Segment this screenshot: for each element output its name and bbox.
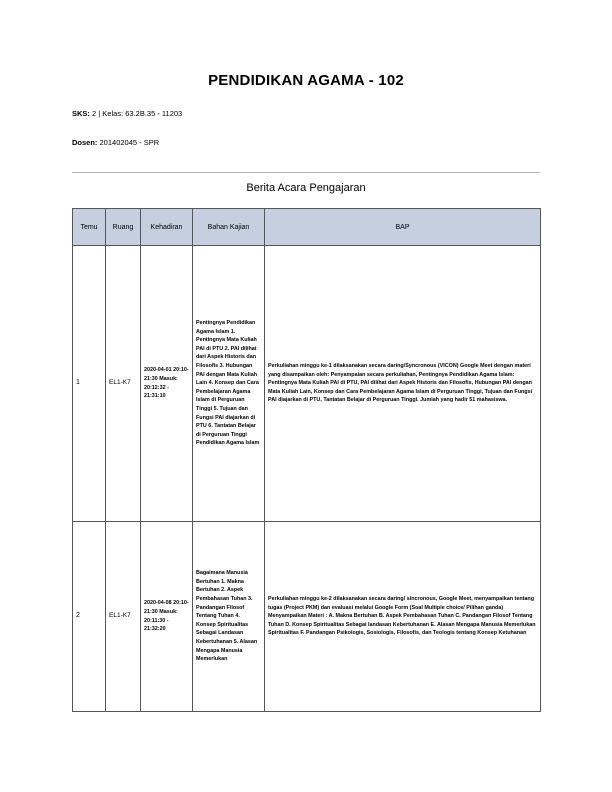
header-bahan-kajian: Bahan Kajian: [193, 209, 265, 246]
page-title: PENDIDIKAN AGAMA - 102: [208, 72, 404, 89]
sks-kelas-line: [72, 109, 182, 118]
cell-ruang: EL1-K7: [106, 246, 141, 522]
dosen-value: 201402045 - SPR: [99, 138, 160, 147]
bap-table: [72, 208, 541, 712]
header-kehadiran: Kehadiran: [141, 209, 193, 246]
table-header-row: [73, 209, 541, 246]
divider: [72, 172, 540, 173]
table-row: [73, 246, 541, 522]
cell-bahan-kajian: Bagaimana Manusia Bertuhan 1. Makna Bertuhan 2. Aspek Pembahasan Tuhan 3. Pandangan Filosof Tentang Tuhan 4. Konsep Spiritualitas Sebagai Landasan Kebertuhanan 5. Alasan Mengapa Manusia Memerlukan: [193, 522, 265, 712]
dosen-label: Dosen:: [72, 138, 98, 147]
cell-kehadiran: 2020-04-08 20:10-21:30 Masuk: 20:11:30 - 21:32:20: [141, 522, 193, 712]
cell-temu: 1: [73, 246, 106, 522]
dosen-line: [72, 138, 159, 147]
table-row: [73, 522, 541, 712]
header-ruang: Ruang: [106, 209, 141, 246]
section-title: Berita Acara Pengajaran: [246, 182, 366, 194]
cell-kehadiran: 2020-04-01 20:10-21:30 Masuk: 20:12:32 - 21:31:10: [141, 246, 193, 522]
cell-bap: Perkuliahan minggu ke-2 dilaksanakan secara daring/ sincronous, Google Meet, menyampaikan tentang tugas (Project PKM) dan evaluasi melalui Google Form (Soal Multiple choice/ Pilihan ganda) Menyampaikan Materi : A. Makna Bertuhan B. Aspek Pembahasan Tuhan C. Pandangan Filosof Tentang Tuhan D. Konsep Spiritualitas Sebagai landasan Kebertuhanan E. Alasan Mengapa Manusia Memerlukan Spiritualitas F. Pandangan Psikologis, Sosiologis, Filosofis, dan Teologis tentang Konsep Ketuhanan: [265, 522, 541, 712]
sks-label: SKS:: [72, 109, 90, 118]
header-temu: Temu: [73, 209, 106, 246]
cell-bap: Perkuliahan minggu ke-1 dilaksanakan secara daring/Syncronous (VICON) Google Meet dengan materi yang disampaikan oleh: Penyampaian secara perkuliahan, Pentingnya Pendidikan Agama Islam: Pentingnya Mata Kuliah PAI di PTU, PAI dilihat dari Aspek Historis dan Filosofis, Hubungan PAI dengan Mata Kuliah Lain, Konsep dan Cara Pembelajaran Agama Islam di Perguruan Tinggi, Tujuan dan Fungsi PAI diajarkan di PTU, Tantatan Belajar di Perguruan Tinggi. Jumlah yang hadir 51 mahasiswa.: [265, 246, 541, 522]
sks-kelas-value: 2 | Kelas: 63.2B.35 - 11203: [92, 109, 183, 118]
cell-temu: 2: [73, 522, 106, 712]
cell-ruang: EL1-K7: [106, 522, 141, 712]
cell-bahan-kajian: Pentingnya Pendidikan Agama Islam 1. Pentingnya Mata Kuliah PAI di PTU 2. PAI dilihat dari Aspek Historis dan Filosofis 3. Hubungan PAI dengan Mata Kuliah Lain 4. Konsep dan Cara Pembelajaran Agama Islam di Perguruan Tinggi 5. Tujuan dan Fungsi PAI diajarkan di PTU 6. Tantatan Belajar di Perguruan Tinggi Pendidikan Agama Islam: [193, 246, 265, 522]
header-bap: BAP: [265, 209, 541, 246]
